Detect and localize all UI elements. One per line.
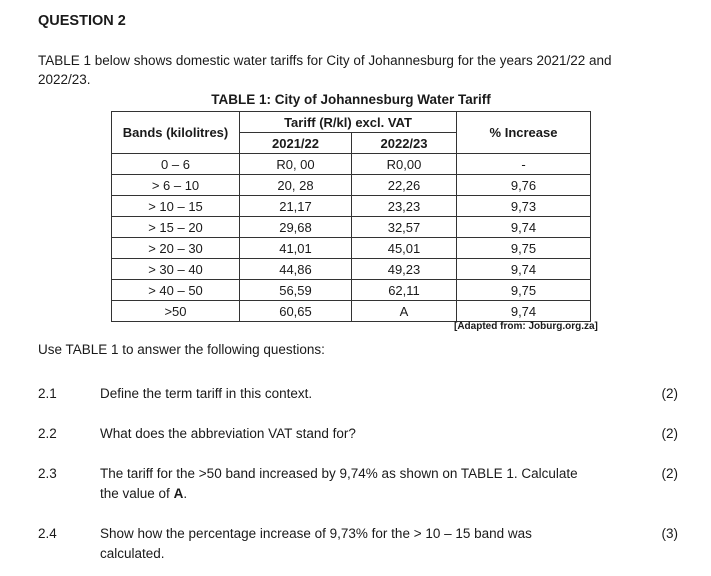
header-year-2022: 2022/23: [352, 133, 457, 154]
cell-2021: 60,65: [240, 301, 352, 322]
cell-increase: 9,76: [457, 175, 591, 196]
cell-2022: 49,23: [352, 259, 457, 280]
question-marks: (2): [661, 386, 678, 401]
cell-2021: 44,86: [240, 259, 352, 280]
table-header-row: [112, 112, 591, 133]
table-row: [112, 238, 591, 259]
table-row: [112, 301, 591, 322]
cell-band: > 40 – 50: [112, 280, 240, 301]
cell-increase: 9,75: [457, 238, 591, 259]
cell-2022-unknown-a: A: [352, 301, 457, 322]
header-increase: % Increase: [457, 112, 591, 154]
header-tariff: Tariff (R/kl) excl. VAT: [240, 112, 457, 133]
table-row: [112, 217, 591, 238]
intro-paragraph: TABLE 1 below shows domestic water tariffs for City of Johannesburg for the years 2021/22 and 2022/23.: [38, 53, 612, 87]
cell-increase: 9,73: [457, 196, 591, 217]
cell-2021: 29,68: [240, 217, 352, 238]
cell-2021: 41,01: [240, 238, 352, 259]
cell-2021: 56,59: [240, 280, 352, 301]
cell-increase: 9,74: [457, 259, 591, 280]
cell-2022: 62,11: [352, 280, 457, 301]
question-marks: (2): [661, 466, 678, 481]
question-marks: (3): [661, 526, 678, 541]
cell-band: > 30 – 40: [112, 259, 240, 280]
question-number: 2.3: [38, 466, 57, 481]
question-text: What does the abbreviation VAT stand for?: [100, 426, 356, 441]
cell-band: > 20 – 30: [112, 238, 240, 259]
cell-2021: 21,17: [240, 196, 352, 217]
cell-increase: 9,75: [457, 280, 591, 301]
cell-2022: 23,23: [352, 196, 457, 217]
question-text-pre: The tariff for the >50 band increased by 9,74% as shown on TABLE 1. Calculate the value of: [100, 466, 578, 501]
cell-increase: 9,74: [457, 217, 591, 238]
table-row: [112, 154, 591, 175]
cell-2022: R0,00: [352, 154, 457, 175]
cell-2022: 45,01: [352, 238, 457, 259]
question-heading: QUESTION 2: [38, 13, 126, 29]
tariff-table: [111, 111, 591, 322]
table-row: [112, 259, 591, 280]
cell-increase: 9,74: [457, 301, 591, 322]
table-row: [112, 280, 591, 301]
question-number: 2.4: [38, 526, 57, 541]
cell-band: > 15 – 20: [112, 217, 240, 238]
cell-increase: -: [457, 154, 591, 175]
cell-2021: R0, 00: [240, 154, 352, 175]
question-marks: (2): [661, 426, 678, 441]
question-text: [100, 464, 600, 504]
table-title: TABLE 1: City of Johannesburg Water Tariff: [211, 92, 491, 107]
header-year-2021: 2021/22: [240, 133, 352, 154]
question-text-post: .: [183, 486, 188, 501]
cell-band: 0 – 6: [112, 154, 240, 175]
instruction-text: Use TABLE 1 to answer the following questions:: [38, 342, 325, 357]
source-citation: [Adapted from: Joburg.org.za]: [454, 321, 598, 332]
cell-band: > 6 – 10: [112, 175, 240, 196]
table-row: [112, 175, 591, 196]
question-text: Show how the percentage increase of 9,73% for the > 10 – 15 band was calculated.: [100, 526, 532, 561]
cell-band: > 10 – 15: [112, 196, 240, 217]
header-bands: Bands (kilolitres): [112, 112, 240, 154]
table-row: [112, 196, 591, 217]
cell-2022: 22,26: [352, 175, 457, 196]
cell-2021: 20, 28: [240, 175, 352, 196]
question-text-bold: A: [173, 486, 184, 501]
question-number: 2.2: [38, 426, 57, 441]
question-number: 2.1: [38, 386, 57, 401]
cell-2022: 32,57: [352, 217, 457, 238]
cell-band: >50: [112, 301, 240, 322]
question-text: Define the term tariff in this context.: [100, 386, 313, 401]
